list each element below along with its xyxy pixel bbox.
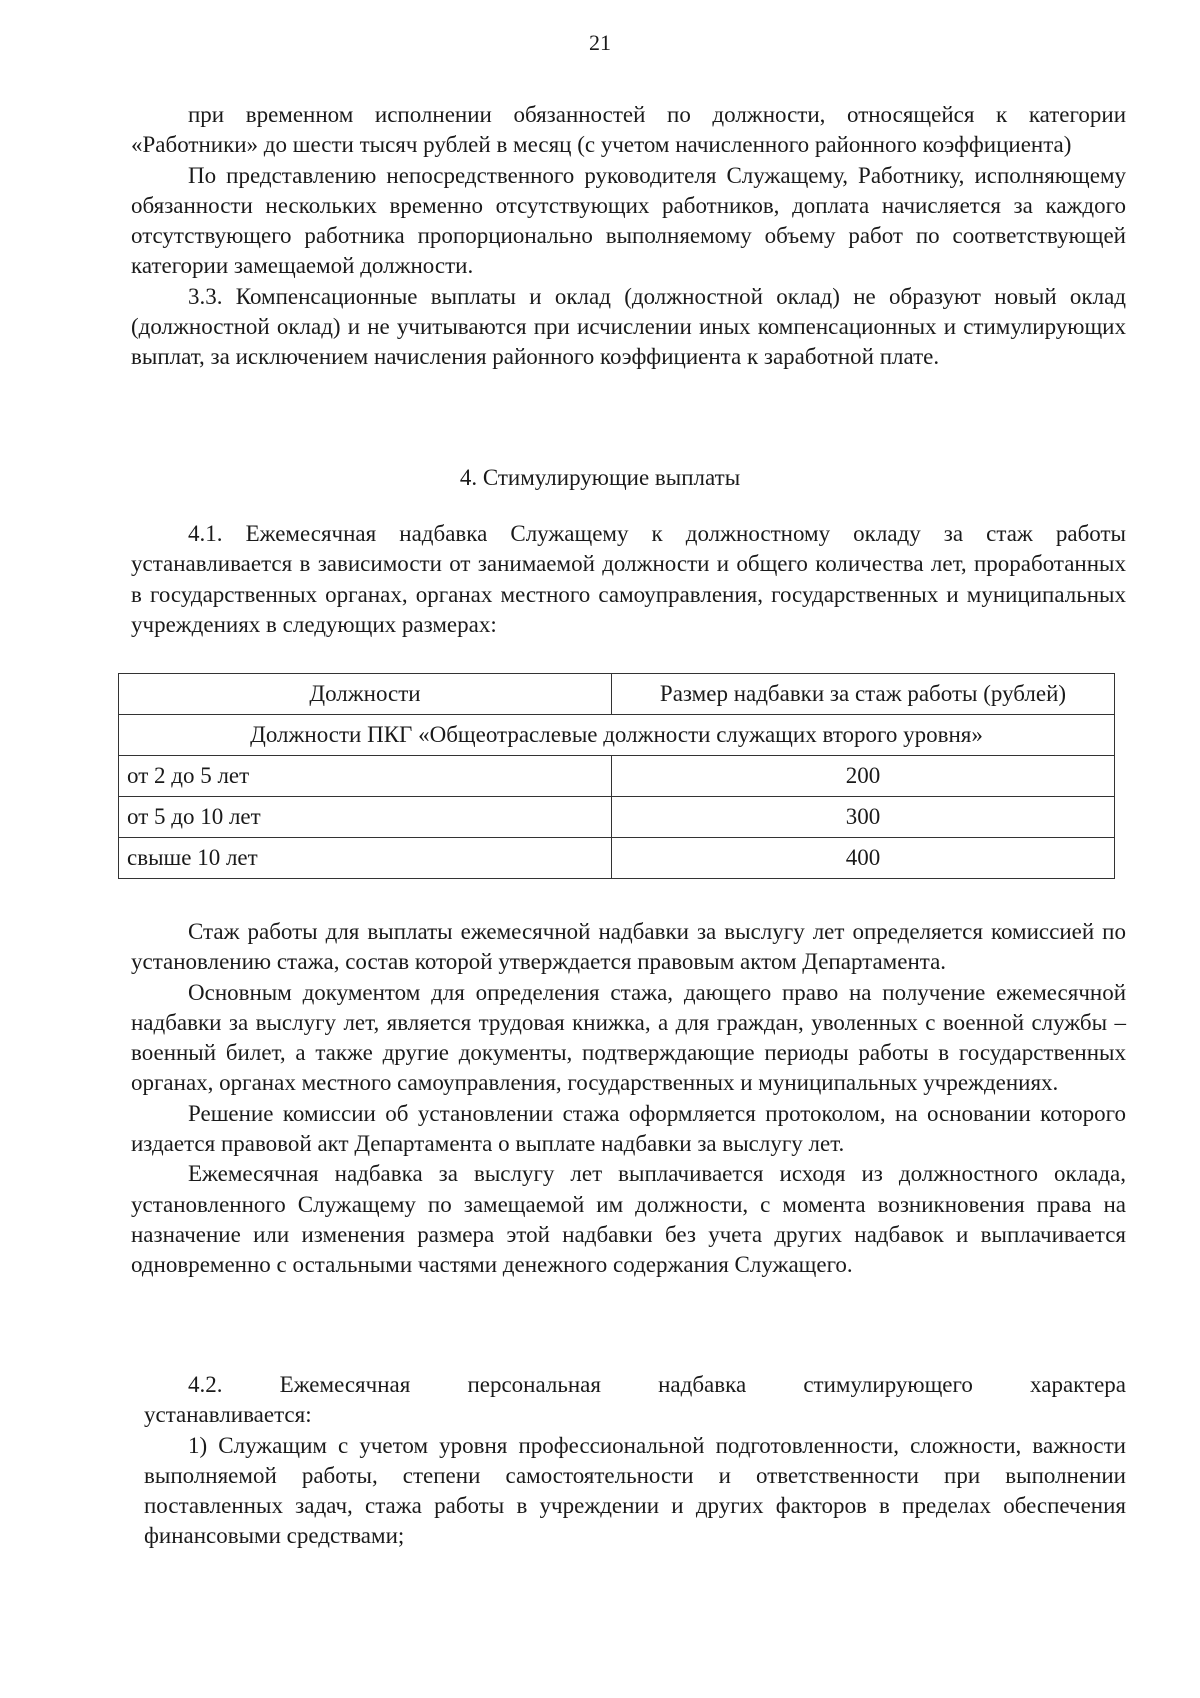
table-row (119, 797, 1115, 838)
table-cell-amount: 300 (612, 797, 1115, 838)
section-heading: 4. Стимулирующие выплаты (459, 465, 741, 490)
table-header-amount: Размер надбавки за стаж работы (рублей) (612, 674, 1115, 715)
table-cell-period: свыше 10 лет (119, 838, 612, 879)
table-header-positions: Должности (119, 674, 612, 715)
paragraph-seniority-commission: Стаж работы для выплаты ежемесячной надбавки за выслугу лет определяется комиссией по установлению стажа, состав которой утверждается правовым актом Департамента. (131, 919, 1126, 975)
table-cell-period: от 5 до 10 лет (119, 797, 612, 838)
paragraph-3-3: 3.3. Компенсационные выплаты и оклад (должностной оклад) не образуют новый оклад (должностной оклад) и не учитываются при исчислении иных компенсационных и стимулирующих выплат, за исключением начисления районного коэффициента к заработной плате. (131, 283, 1126, 370)
paragraph-main-document: Основным документом для определения стажа, дающего право на получение ежемесячной надбавки за выслугу лет, является трудовая книжка, а для граждан, уволенных с военной службы – военный билет, а также другие документы, подтверждающие периоды работы в государственных органах, органах местного самоуправления, государственных и муниципальных учреждениях. (131, 979, 1126, 1096)
paragraph-4-1-block (131, 519, 1126, 640)
paragraph-4-1: 4.1. Ежемесячная надбавка Служащему к должностному окладу за стаж работы устанавливается в зависимости от занимаемой должности и общего количества лет, проработанных в государственных органах, органах местного самоуправления, государственных и муниципальных учреждениях в следующих размерах: (131, 521, 1126, 637)
table-group-title: Должности ПКГ «Общеотраслевые должности служащих второго уровня» (119, 715, 1115, 756)
table-group-row (119, 715, 1115, 756)
paragraph-4-2-item-1: 1) Служащим с учетом уровня профессиональной подготовленности, сложности, важности выполняемой работы, степени самостоятельности и ответственности при выполнении поставленных задач, стажа работы в учреждении и других факторов в пределах обеспечения финансовыми средствами; (144, 1432, 1126, 1549)
after-table-paragraphs (131, 917, 1126, 1281)
paragraph-commission-decision: Решение комиссии об установлении стажа оформляется протоколом, на основании которого издается правовой акт Департамента о выплате надбавки за выслугу лет. (131, 1100, 1126, 1157)
paragraph-4-2-second-line: устанавливается: (144, 1402, 312, 1428)
paragraph-4-2-first-line: 4.2. Ежемесячная персональная надбавка стимулирующего характера (188, 1372, 1126, 1397)
paragraph-payment-basis: Ежемесячная надбавка за выслугу лет выплачивается исходя из должностного оклада, установленного Служащему по замещаемой им должности, с момента возникновения права на назначение или изменения размера этой надбавки без учета других надбавок и выплачивается одновременно с остальными частями денежного содержания Служащего. (131, 1161, 1126, 1278)
table-row (119, 838, 1115, 879)
table-cell-amount: 200 (612, 756, 1115, 797)
paragraph-multiple-duties: По представлению непосредственного руководителя Служащему, Работнику, исполняющему обязанности нескольких временно отсутствующих работников, доплата начисляется за каждого отсутствующего работника пропорционально выполняемому объему работ по соответствующей категории замещаемой должности. (131, 162, 1126, 279)
top-paragraphs (131, 100, 1126, 373)
table-cell-amount: 400 (612, 838, 1115, 879)
paragraph-4-2-block (144, 1370, 1126, 1552)
page-number: 21 (589, 30, 611, 55)
seniority-allowance-table (118, 673, 1115, 879)
table-row (119, 756, 1115, 797)
table-cell-period: от 2 до 5 лет (119, 756, 612, 797)
paragraph-continuation: при временном исполнении обязанностей по должности, относящейся к категории «Работники» до шести тысяч рублей в месяц (с учетом начисленного районного коэффициента) (131, 102, 1126, 158)
table-header-row (119, 674, 1115, 715)
